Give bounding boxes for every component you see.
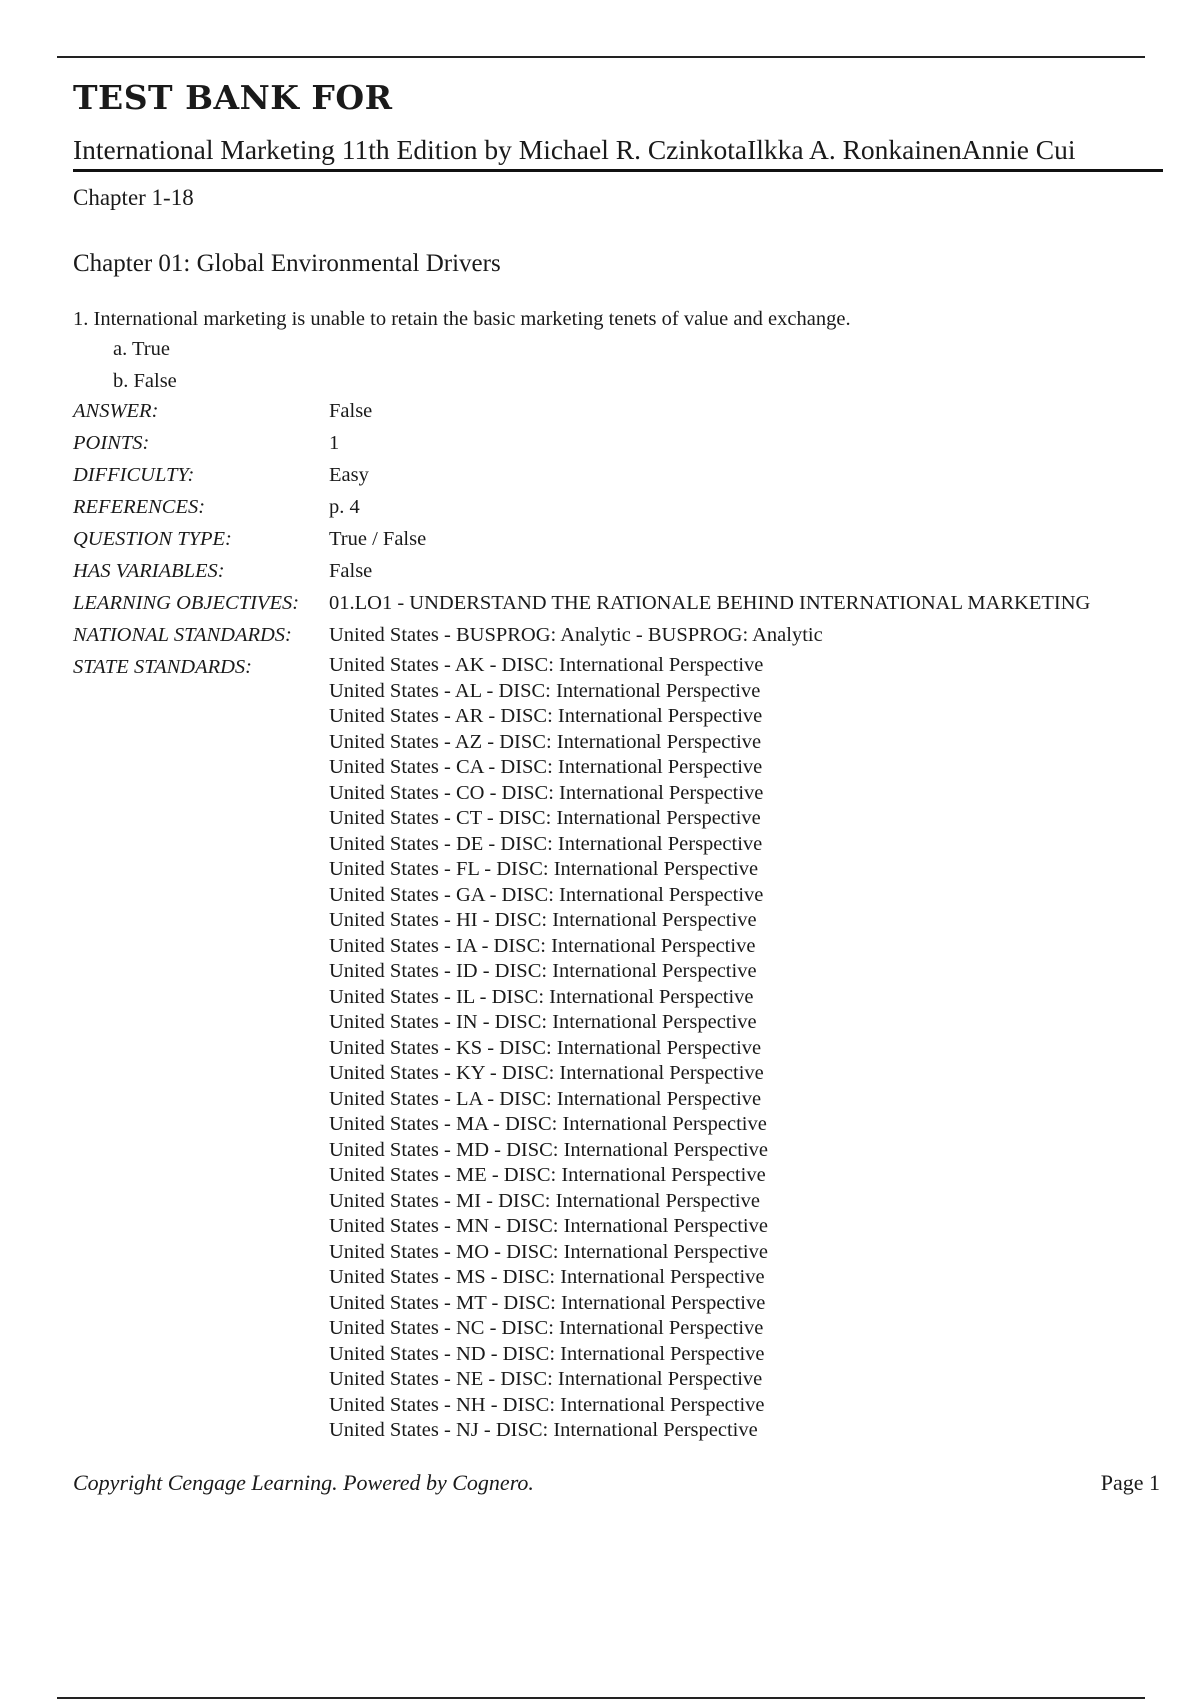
state-standard-item: United States - AZ - DISC: International Perspective xyxy=(329,730,762,753)
option-true: a. True xyxy=(113,338,170,360)
answer-options xyxy=(73,333,1173,397)
state-standard-item: United States - ND - DISC: International Perspective xyxy=(329,1342,765,1365)
footer-page-number: Page 1 xyxy=(1100,1470,1160,1495)
state-standard-item: United States - CT - DISC: International Perspective xyxy=(329,807,761,829)
state-standard-item: United States - FL - DISC: International Perspective xyxy=(329,858,759,880)
state-standard-item: United States - IL - DISC: International Perspective xyxy=(329,985,754,1008)
state-standard-item: United States - LA - DISC: International Perspective xyxy=(329,1087,762,1110)
state-standard-item: United States - ME - DISC: International Perspective xyxy=(329,1164,766,1186)
question-block xyxy=(73,305,1173,397)
meta-label: QUESTION TYPE: xyxy=(73,528,232,550)
state-standard-item: United States - MO - DISC: International Perspective xyxy=(329,1240,768,1263)
state-standard-item: United States - MI - DISC: International Perspective xyxy=(329,1189,760,1212)
state-standard-item: United States - IN - DISC: International Perspective xyxy=(329,1011,757,1033)
meta-question-type xyxy=(73,523,1183,555)
meta-value: 1 xyxy=(329,432,340,454)
meta-learning-objectives xyxy=(73,587,1183,619)
meta-label: LEARNING OBJECTIVES: xyxy=(73,592,300,614)
state-standard-item: United States - MT - DISC: International Perspective xyxy=(329,1291,766,1314)
meta-national-standards xyxy=(73,619,1183,651)
meta-value: 01.LO1 - UNDERSTAND THE RATIONALE BEHIND INTERNATIONAL MARKETING xyxy=(329,592,1091,614)
meta-answer xyxy=(73,395,1183,427)
meta-label: DIFFICULTY: xyxy=(73,464,195,486)
chapter-range: Chapter 1-18 xyxy=(73,185,194,210)
document-title: TEST BANK FOR xyxy=(73,78,393,117)
meta-value: Easy xyxy=(329,464,369,486)
state-standard-item: United States - DE - DISC: International Perspective xyxy=(329,832,763,855)
chapter-heading: Chapter 01: Global Environmental Drivers xyxy=(73,250,501,277)
meta-state-standards xyxy=(73,651,1183,1444)
state-standard-item: United States - AL - DISC: International Perspective xyxy=(329,679,761,702)
state-standard-item: United States - CA - DISC: International Perspective xyxy=(329,756,763,778)
meta-label: POINTS: xyxy=(73,432,150,454)
state-standard-item: United States - GA - DISC: International Perspective xyxy=(329,883,764,906)
state-standard-item: United States - MS - DISC: International Perspective xyxy=(329,1266,765,1288)
state-standard-item: United States - AR - DISC: International Perspective xyxy=(329,705,763,727)
meta-label: NATIONAL STANDARDS: xyxy=(73,624,292,646)
state-standard-item: United States - CO - DISC: International Perspective xyxy=(329,781,764,804)
state-standard-item: United States - AK - DISC: International Perspective xyxy=(329,654,764,676)
state-standard-item: United States - MA - DISC: International Perspective xyxy=(329,1113,767,1135)
meta-value: United States - BUSPROG: Analytic - BUSPROG: Analytic xyxy=(329,624,823,646)
state-standard-item: United States - HI - DISC: International Perspective xyxy=(329,909,757,931)
meta-label: STATE STANDARDS: xyxy=(73,656,252,678)
document-subtitle: International Marketing 11th Edition by Michael R. CzinkotaIlkka A. RonkainenAnnie Cui xyxy=(73,133,1163,172)
meta-value: p. 4 xyxy=(329,496,360,518)
state-standard-item: United States - IA - DISC: International Perspective xyxy=(329,934,756,957)
state-standard-item: United States - NC - DISC: International Perspective xyxy=(329,1317,764,1339)
state-standard-item: United States - ID - DISC: International Perspective xyxy=(329,960,757,982)
top-rule xyxy=(57,56,1145,58)
meta-has-variables xyxy=(73,555,1183,587)
question-metadata xyxy=(73,395,1183,1444)
footer-copyright: Copyright Cengage Learning. Powered by Cognero. xyxy=(73,1470,534,1495)
state-standard-item: United States - MN - DISC: International Perspective xyxy=(329,1215,768,1237)
meta-difficulty xyxy=(73,459,1183,491)
state-standard-item: United States - KY - DISC: International Perspective xyxy=(329,1062,764,1084)
state-standard-item: United States - MD - DISC: International Perspective xyxy=(329,1138,768,1161)
meta-value: True / False xyxy=(329,528,427,550)
state-standard-item: United States - KS - DISC: International Perspective xyxy=(329,1036,762,1059)
state-standard-item: United States - NE - DISC: International Perspective xyxy=(329,1368,763,1390)
state-standard-item: United States - NJ - DISC: International Perspective xyxy=(329,1419,758,1441)
meta-points xyxy=(73,427,1183,459)
meta-label: REFERENCES: xyxy=(73,496,206,518)
state-standards-list xyxy=(329,653,768,1444)
bottom-rule xyxy=(57,1697,1145,1699)
meta-label: ANSWER: xyxy=(73,400,159,422)
option-false: b. False xyxy=(113,370,177,392)
question-stem: 1. International marketing is unable to retain the basic marketing tenets of value and exchange. xyxy=(73,308,851,330)
state-standard-item: United States - NH - DISC: International Perspective xyxy=(329,1393,765,1416)
meta-value: False xyxy=(329,400,373,422)
meta-value: False xyxy=(329,560,373,582)
meta-references xyxy=(73,491,1183,523)
meta-label: HAS VARIABLES: xyxy=(73,560,225,582)
